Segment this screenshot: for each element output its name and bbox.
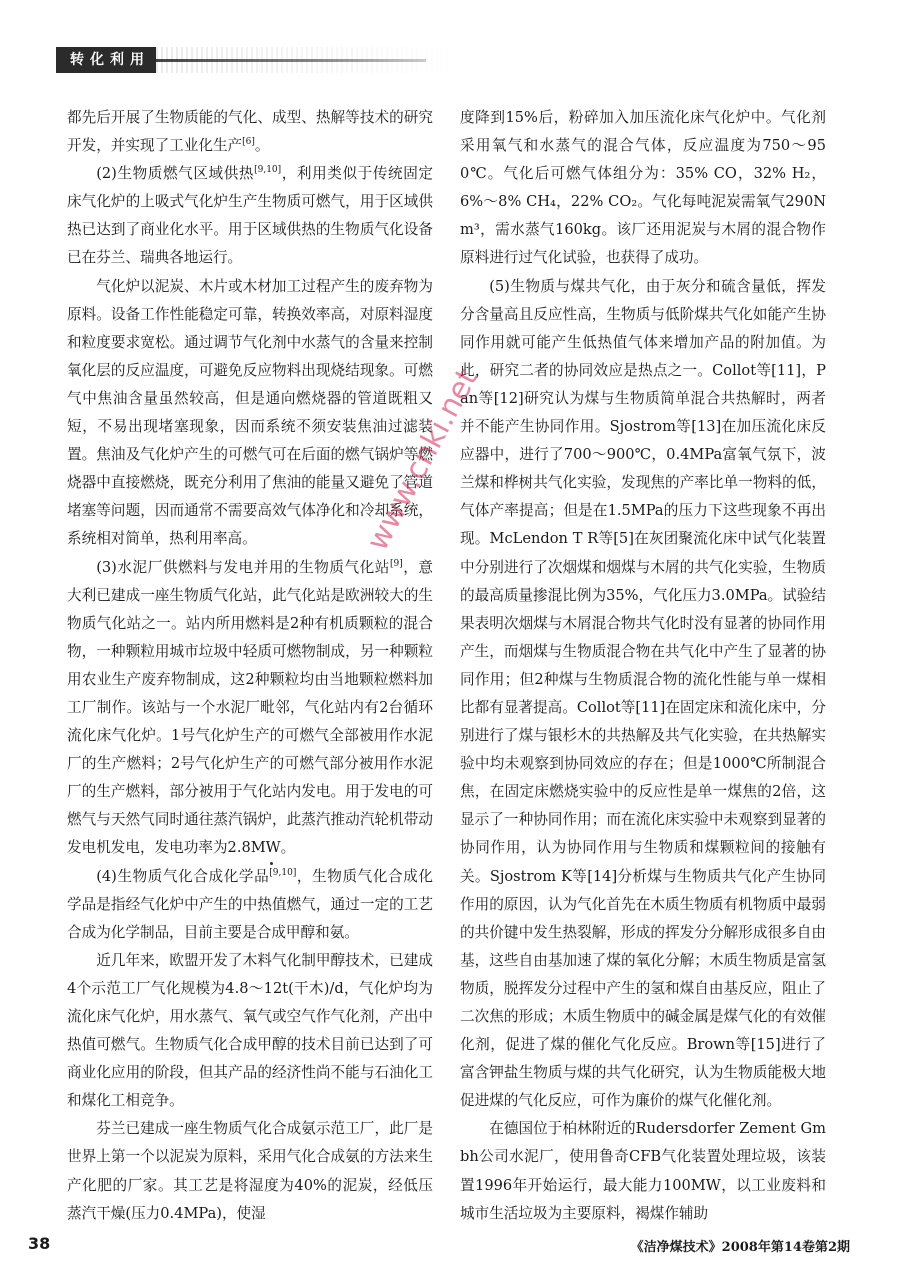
header-decoration: [156, 47, 456, 73]
page-number: 38: [28, 1234, 51, 1253]
left-column-paragraph: 近几年来，欧盟开发了木料气化制甲醇技术，已建成4个示范工厂气化规模为4.8～12t(干木)/d，气化炉均为流化床气化炉，用水蒸气、氧气或空气作气化剂，产出中热值可燃气。生物质气化合成甲醇的技术目前已达到了可商业化应用的阶段，但其产品的经济性尚不能与石油化工和煤化工相竞争。: [67, 951, 433, 1110]
section-header: 转化利用: [56, 47, 156, 73]
stray-dot: [270, 862, 273, 865]
left-column-paragraph: 都先后开展了生物质能的气化、成型、热解等技术的研究开发，并实现了工业化生产[6]。: [67, 109, 433, 155]
right-column-paragraph: 度降到15%后，粉碎加入加压流化床气化炉中。气化剂采用氧气和水蒸气的混合气体，反应温度为750～950℃。气化后可燃气体组分为：35% CO，32% H₂，6%～8% CH₄，22% CO₂。气化每吨泥炭需氧气290Nm³，需水蒸气160kg。该厂还用泥炭与木屑的混合物作原料进行过气化试验，也获得了成功。: [460, 109, 826, 267]
journal-citation: 《洁净煤技术》2008年第14卷第2期: [630, 1240, 850, 1255]
left-column-paragraph: 芬兰已建成一座生物质气化合成氨示范工厂，此厂是世界上第一个以泥炭为原料，采用气化合成氨的方法来生产化肥的厂家。其工艺是将湿度为40%的泥炭，经低压蒸汽干燥(压力0.4MPa)，使湿: [67, 1120, 433, 1222]
left-column-paragraph: 气化炉以泥炭、木片或木材加工过程产生的废弃物为原料。设备工作性能稳定可靠，转换效率高，对原料湿度和粒度要求宽松。通过调节气化剂中水蒸气的含量来控制氧化层的反应温度，可避免反应物料出现烧结现象。可燃气中焦油含量虽然较高，但是通向燃烧器的管道既粗又短，不易出现堵塞现象，因而系统不须安装焦油过滤装置。焦油及气化炉产生的可燃气可在后面的燃气锅炉等燃烧器中直接燃烧，既充分利用了焦油的能量又避免了管道堵塞等问题，因而通常不需要高效气体净化和冷却系统，系统相对简单，热利用率高。: [67, 277, 433, 548]
left-column-paragraph: (4)生物质气化合成化学品[9,10]，生物质气化合成化学品是指经气化炉中产生的中热值燃气，通过一定的工艺合成为化学制品，目前主要是合成甲醇和氨。: [67, 867, 433, 941]
right-column-paragraph: (5)生物质与煤共气化，由于灰分和硫含量低，挥发分含量高且反应性高，生物质与低阶煤共气化如能产生协同作用就可能产生低热值气体来增加产品的附加值。为此，研究二者的协同效应是热点之一。Collot等[11]，Pan等[12]研究认为煤与生物质简单混合共热解时，两者并不能产生协同作用。Sjostrom等[13]在加压流化床反应器中，进行了700～900℃，0.4MPa富氧气氛下，波兰煤和桦树共气化实验，发现焦的产率比单一物料的低，气体产率提高；但是在1.5MPa的压力下这些现象不再出现。McLendon T R等[5]在灰团聚流化床中试气化装置中分别进行了次烟煤和烟煤与木屑的共气化实验，生物质的最高质量掺混比例为35%，气化压力3.0MPa。试验结果表明次烟煤与木屑混合物共气化时没有显著的协同作用产生，而烟煤与生物质混合物在共气化中产生了显著的协同作用；但2种煤与生物质混合物的流化性能与单一煤相比都有显著提高。Collot等[11]在固定床和流化床中，分别进行了煤与银杉木的共热解及共气化实验，在共热解实验中均未观察到协同效应的存在；但是1000℃所制混合焦，在固定床燃烧实验中的反应性是单一煤焦的2倍，这显示了一种协同作用；而在流化床实验中未观察到显著的协同作用，认为协同作用与生物质和煤颗粒间的接触有关。Sjostrom K等[14]分析煤与生物质共气化产生协同作用的原因，认为气化首先在木质生物质有机物质中最弱的共价键中发生热裂解，形成的挥发分分解形成很多自由基，这些自由基加速了煤的氧化分解；木质生物质是富氢物质，脱挥发分过程中产生的氢和煤自由基反应，阻止了二次焦的形成；木质生物质中的碱金属是煤气化的有效催化剂，促进了煤的催化气化反应。Brown等[15]进行了富含钾盐生物质与煤的共气化研究，认为生物质能极大地促进煤的气化反应，可作为廉价的煤气化催化剂。: [460, 277, 826, 1110]
left-column: [67, 104, 433, 1228]
left-column-paragraph: (2)生物质燃气区域供热[9,10]，利用类似于传统固定床气化炉的上吸式气化炉生产生物质可燃气，用于区域供热已达到了商业化水平。用于区域供热的生物质气化设备已在芬兰、瑞典各地运行。: [67, 165, 433, 267]
right-column: [460, 104, 826, 1228]
right-column-paragraph: 在德国位于柏林附近的Rudersdorfer Zement Gmbh公司水泥厂，使用鲁奇CFB气化装置处理垃圾，该装置1996年开始运行，最大能力100MW，以工业废料和城市生活垃圾为主要原料，褐煤作辅助: [460, 1120, 826, 1222]
left-column-paragraph: (3)水泥厂供燃料与发电并用的生物质气化站[9]，意大利已建成一座生物质气化站，此气化站是欧洲较大的生物质气化站之一。站内所用燃料是2种有机质颗粒的混合物，一种颗粒用城市垃圾中轻质可燃物制成，另一种颗粒用农业生产废弃物制成，这2种颗粒均由当地颗粒燃料加工厂制作。该站与一个水泥厂毗邻，气化站内有2台循环流化床气化炉。1号气化炉生产的可燃气全部被用作水泥厂的生产燃料；2号气化炉生产的可燃气部分被用作水泥厂的生产燃料，部分被用于气化站内发电。用于发电的可燃气与天然气同时通往蒸汽锅炉，此蒸汽推动汽轮机带动发电机发电，发电功率为2.8MW。: [67, 558, 433, 857]
watermark: www.cnki.net: [360, 363, 485, 557]
